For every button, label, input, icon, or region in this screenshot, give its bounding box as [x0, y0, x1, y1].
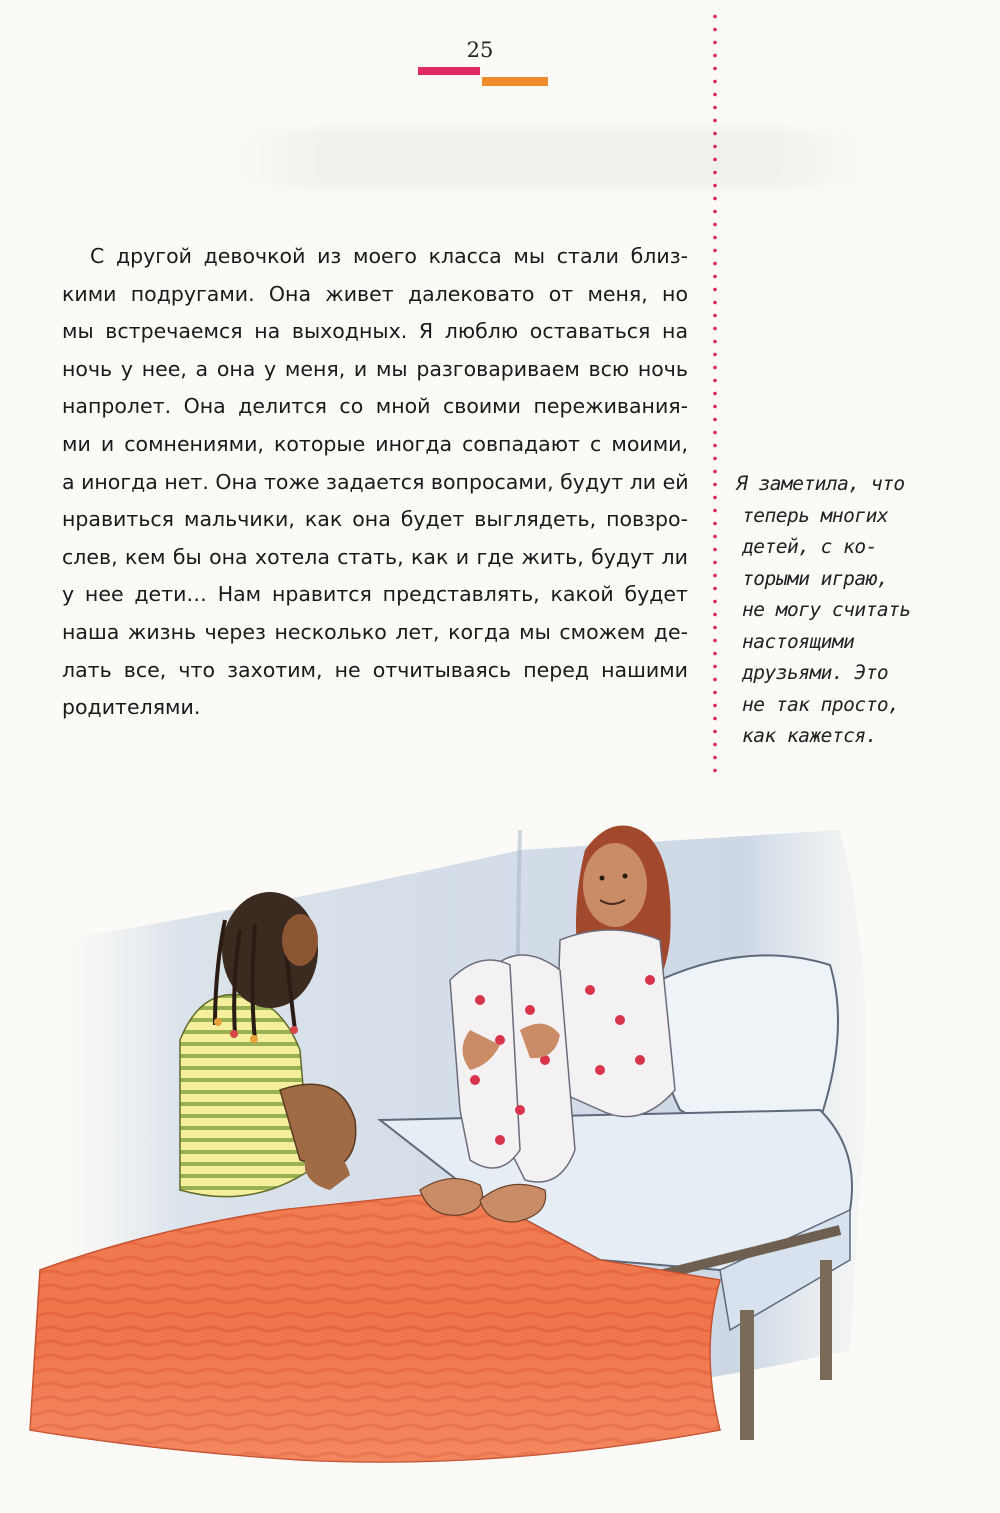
accent-bar-pink [418, 67, 480, 75]
text-line: наша жизнь через несколько лет, когда мы сможем де- [62, 619, 688, 644]
bed-leg [820, 1260, 832, 1380]
note-line: как кажется. [742, 724, 877, 747]
text-line: слев, кем бы она хотела стать, как и где жить, будут ли [62, 544, 688, 569]
text-line: нравиться мальчики, как она будет выглядеть, повзро- [62, 507, 688, 532]
text-line: лать все, что захотим, не отчитываясь перед нашими [62, 657, 688, 682]
text-line: напролет. Она делится со мной своими переживания- [62, 394, 688, 419]
faded-heading-bleedthrough [230, 130, 870, 188]
text-line: С другой девочкой из моего класса мы стали близ- [90, 244, 688, 268]
note-line: не так просто, [742, 692, 900, 716]
text-line: мы встречаемся на выходных. Я люблю оставаться на [62, 319, 688, 344]
accent-bar-orange [482, 77, 548, 86]
text-line: родителями. [62, 695, 201, 720]
note-line: детей, с ко- [742, 535, 877, 558]
text-line: а иногда нет. Она тоже задается вопросами, будут ли ей [62, 469, 689, 494]
note-line: настоящими [742, 629, 855, 653]
dotted-divider [713, 10, 717, 780]
note-line: друзьями. Это [742, 661, 889, 684]
text-line: ночь у нее, а она у меня, и мы разговариваем всю ночь [62, 356, 688, 381]
pajama-top [555, 930, 675, 1117]
main-paragraph [62, 238, 688, 727]
note-line: не могу считать [742, 598, 911, 621]
handwritten-side-note [736, 468, 936, 752]
text-line: у нее дети… Нам нравится представлять, какой будет [62, 582, 688, 607]
illustration-girls-on-bed [0, 790, 1000, 1513]
pillow [658, 955, 839, 1130]
text-line: ми и сомнениями, которые иногда совпадают с моими, [62, 431, 688, 456]
note-line: торыми играю, [742, 566, 889, 590]
page-number: 25 [466, 38, 494, 62]
bed-leg [740, 1310, 754, 1440]
text-line: кими подругами. Она живет далековато от меня, но [62, 281, 688, 306]
note-line: Я заметила, что [736, 472, 905, 495]
note-line: теперь многих [742, 503, 889, 527]
